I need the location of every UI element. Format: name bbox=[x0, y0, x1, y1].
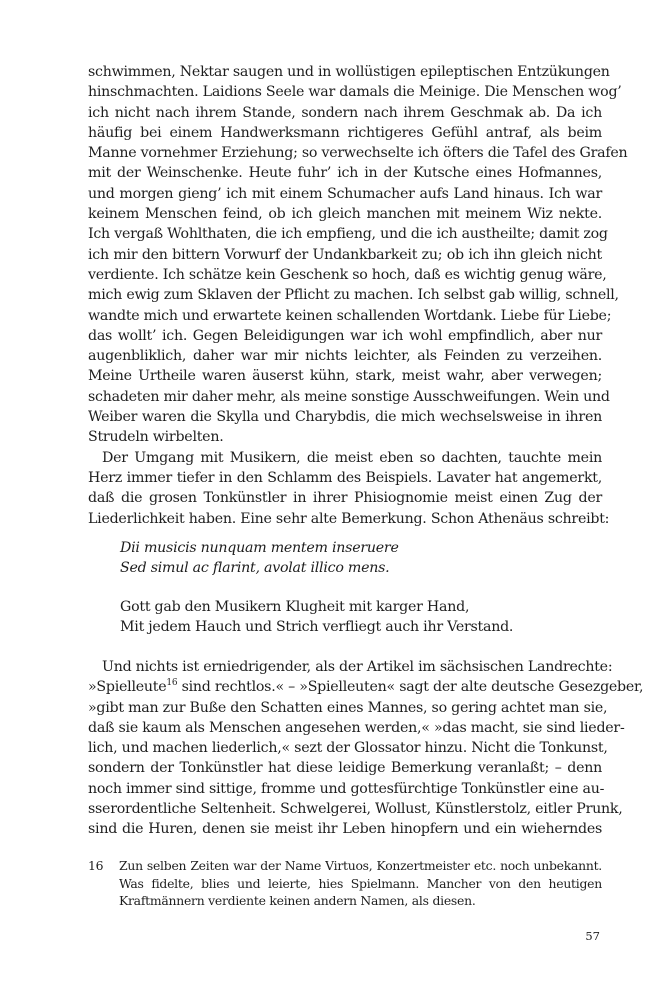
text-line: verdiente. Ich schätze kein Geschenk so hoch, daß es wichtig genug wäre, bbox=[88, 266, 607, 283]
text-fragment: sind rechtlos.« – »Spielleuten« sagt der alte deutsche Gesezgeber, bbox=[177, 679, 644, 696]
verse-line: Dii musicis nunquam mentem inseruere bbox=[120, 540, 399, 556]
text-line: Und nichts ist erniedrigender, als der Artikel im sächsischen Landrechte: bbox=[102, 659, 613, 675]
footnote-line: Kraftmännern verdiente keinen andern Namen, als diesen. bbox=[119, 893, 476, 908]
second-paragraph bbox=[88, 657, 644, 840]
footnote-line: Zun selben Zeiten war der Name Virtuos, Konzertmeister etc. noch unbekannt. bbox=[119, 858, 602, 873]
text-line: Manne vornehmer Erziehung; so verwechselte ich öfters die Tafel des Grafen bbox=[88, 145, 628, 162]
text-line: mit der Weinschenke. Heute fuhr’ ich in der Kutsche eines Hofmannes, bbox=[88, 165, 602, 182]
text-line: mich ewig zum Sklaven der Pflicht zu machen. Ich selbst gab willig, schnell, bbox=[88, 287, 619, 304]
text-line: Meine Urtheile waren äuserst kühn, stark, meist wahr, aber verwegen; bbox=[88, 368, 602, 385]
text-line: das wollt’ ich. Gegen Beleidigungen war ich wohl empfindlich, aber nur bbox=[88, 327, 602, 344]
text-line: hinschmachten. Laidions Seele war damals die Meinige. Die Menschen wog’ bbox=[88, 84, 622, 101]
text-line: Herz immer tiefer in den Schlamm des Beispiels. Lavater hat angemerkt, bbox=[88, 469, 602, 486]
latin-verse bbox=[120, 538, 580, 579]
text-line: Ich vergaß Wohlthaten, die ich empfieng, und die ich austheilte; damit zog bbox=[88, 226, 608, 243]
text-line: sserordentliche Seltenheit. Schwelgerei, Wollust, Künstlerstolz, eitler Prunk, bbox=[88, 801, 623, 818]
german-verse bbox=[120, 597, 580, 638]
text-line: wandte mich und erwartete keinen schallenden Wortdank. Liebe für Liebe; bbox=[88, 307, 612, 324]
text-line: Weiber waren die Skylla und Charybdis, die mich wechselsweise in ihren bbox=[88, 409, 602, 426]
verse-line: Mit jedem Hauch und Strich verfliegt auch ihr Verstand. bbox=[120, 619, 514, 636]
footnote-text bbox=[119, 857, 602, 910]
text-line: noch immer sind sittige, fromme und gottesfürchtige Tonkünstler eine au- bbox=[88, 780, 605, 797]
text-line: Der Umgang mit Musikern, die meist eben so dachten, tauchte mein bbox=[102, 449, 602, 466]
text-line: lich, und machen liederlich,« sezt der Glossator hinzu. Nicht die Tonkunst, bbox=[88, 740, 608, 757]
verse-line: Gott gab den Musikern Klugheit mit karger Hand, bbox=[120, 599, 470, 615]
footnote-line: Was fidelte, blies und leierte, hies Spielmann. Mancher von den heutigen bbox=[119, 875, 602, 891]
text-line: ich mir den bittern Vorwurf der Undankbarkeit zu; ob ich ihn gleich nicht bbox=[88, 246, 602, 263]
verse-line: Sed simul ac flarint, avolat illico mens. bbox=[120, 560, 390, 577]
main-paragraph bbox=[88, 62, 628, 529]
text-line: »gibt man zur Buße den Schatten eines Mannes, so gering achtet man sie, bbox=[88, 699, 608, 716]
text-line: und morgen gieng’ ich mit einem Schumacher aufs Land hinaus. Ich war bbox=[88, 185, 602, 202]
text-line: ich nicht nach ihrem Stande, sondern nach ihrem Geschmak ab. Da ich bbox=[88, 104, 602, 121]
text-line-with-note bbox=[88, 677, 644, 697]
text-line: Strudeln wirbelten. bbox=[88, 429, 224, 446]
text-line: daß die grosen Tonkünstler in ihrer Phisiognomie meist einen Zug der bbox=[88, 490, 602, 507]
text-fragment: »Spielleute bbox=[88, 679, 167, 696]
text-line: augenbliklich, daher war mir nichts leichter, als Feinden zu verzeihen. bbox=[88, 348, 602, 365]
text-line: keinem Menschen feind, ob ich gleich manchen mit meinem Wiz nekte. bbox=[88, 206, 602, 223]
text-line: sind die Huren, denen sie meist ihr Leben hinopfern und ein wieherndes bbox=[88, 821, 602, 838]
page-number: 57 bbox=[585, 929, 600, 943]
text-line: schwimmen, Nektar saugen und in wollüstigen epileptischen Entzükungen bbox=[88, 64, 610, 80]
text-line: schadeten mir daher mehr, als meine sonstige Ausschweifungen. Wein und bbox=[88, 388, 610, 405]
text-line: daß sie kaum als Menschen angesehen werden,« »das macht, sie sind lieder- bbox=[88, 719, 625, 736]
footnote-reference[interactable]: 16 bbox=[166, 678, 178, 689]
footnote-number: 16 bbox=[88, 858, 104, 873]
text-line: sondern der Tonkünstler hat diese leidige Bemerkung veranlaßt; – denn bbox=[88, 760, 602, 777]
text-line: häufig bei einem Handwerksmann richtigeres Gefühl antraf, als beim bbox=[88, 124, 602, 141]
text-line: Liederlichkeit haben. Eine sehr alte Bemerkung. Schon Athenäus schreibt: bbox=[88, 510, 610, 527]
